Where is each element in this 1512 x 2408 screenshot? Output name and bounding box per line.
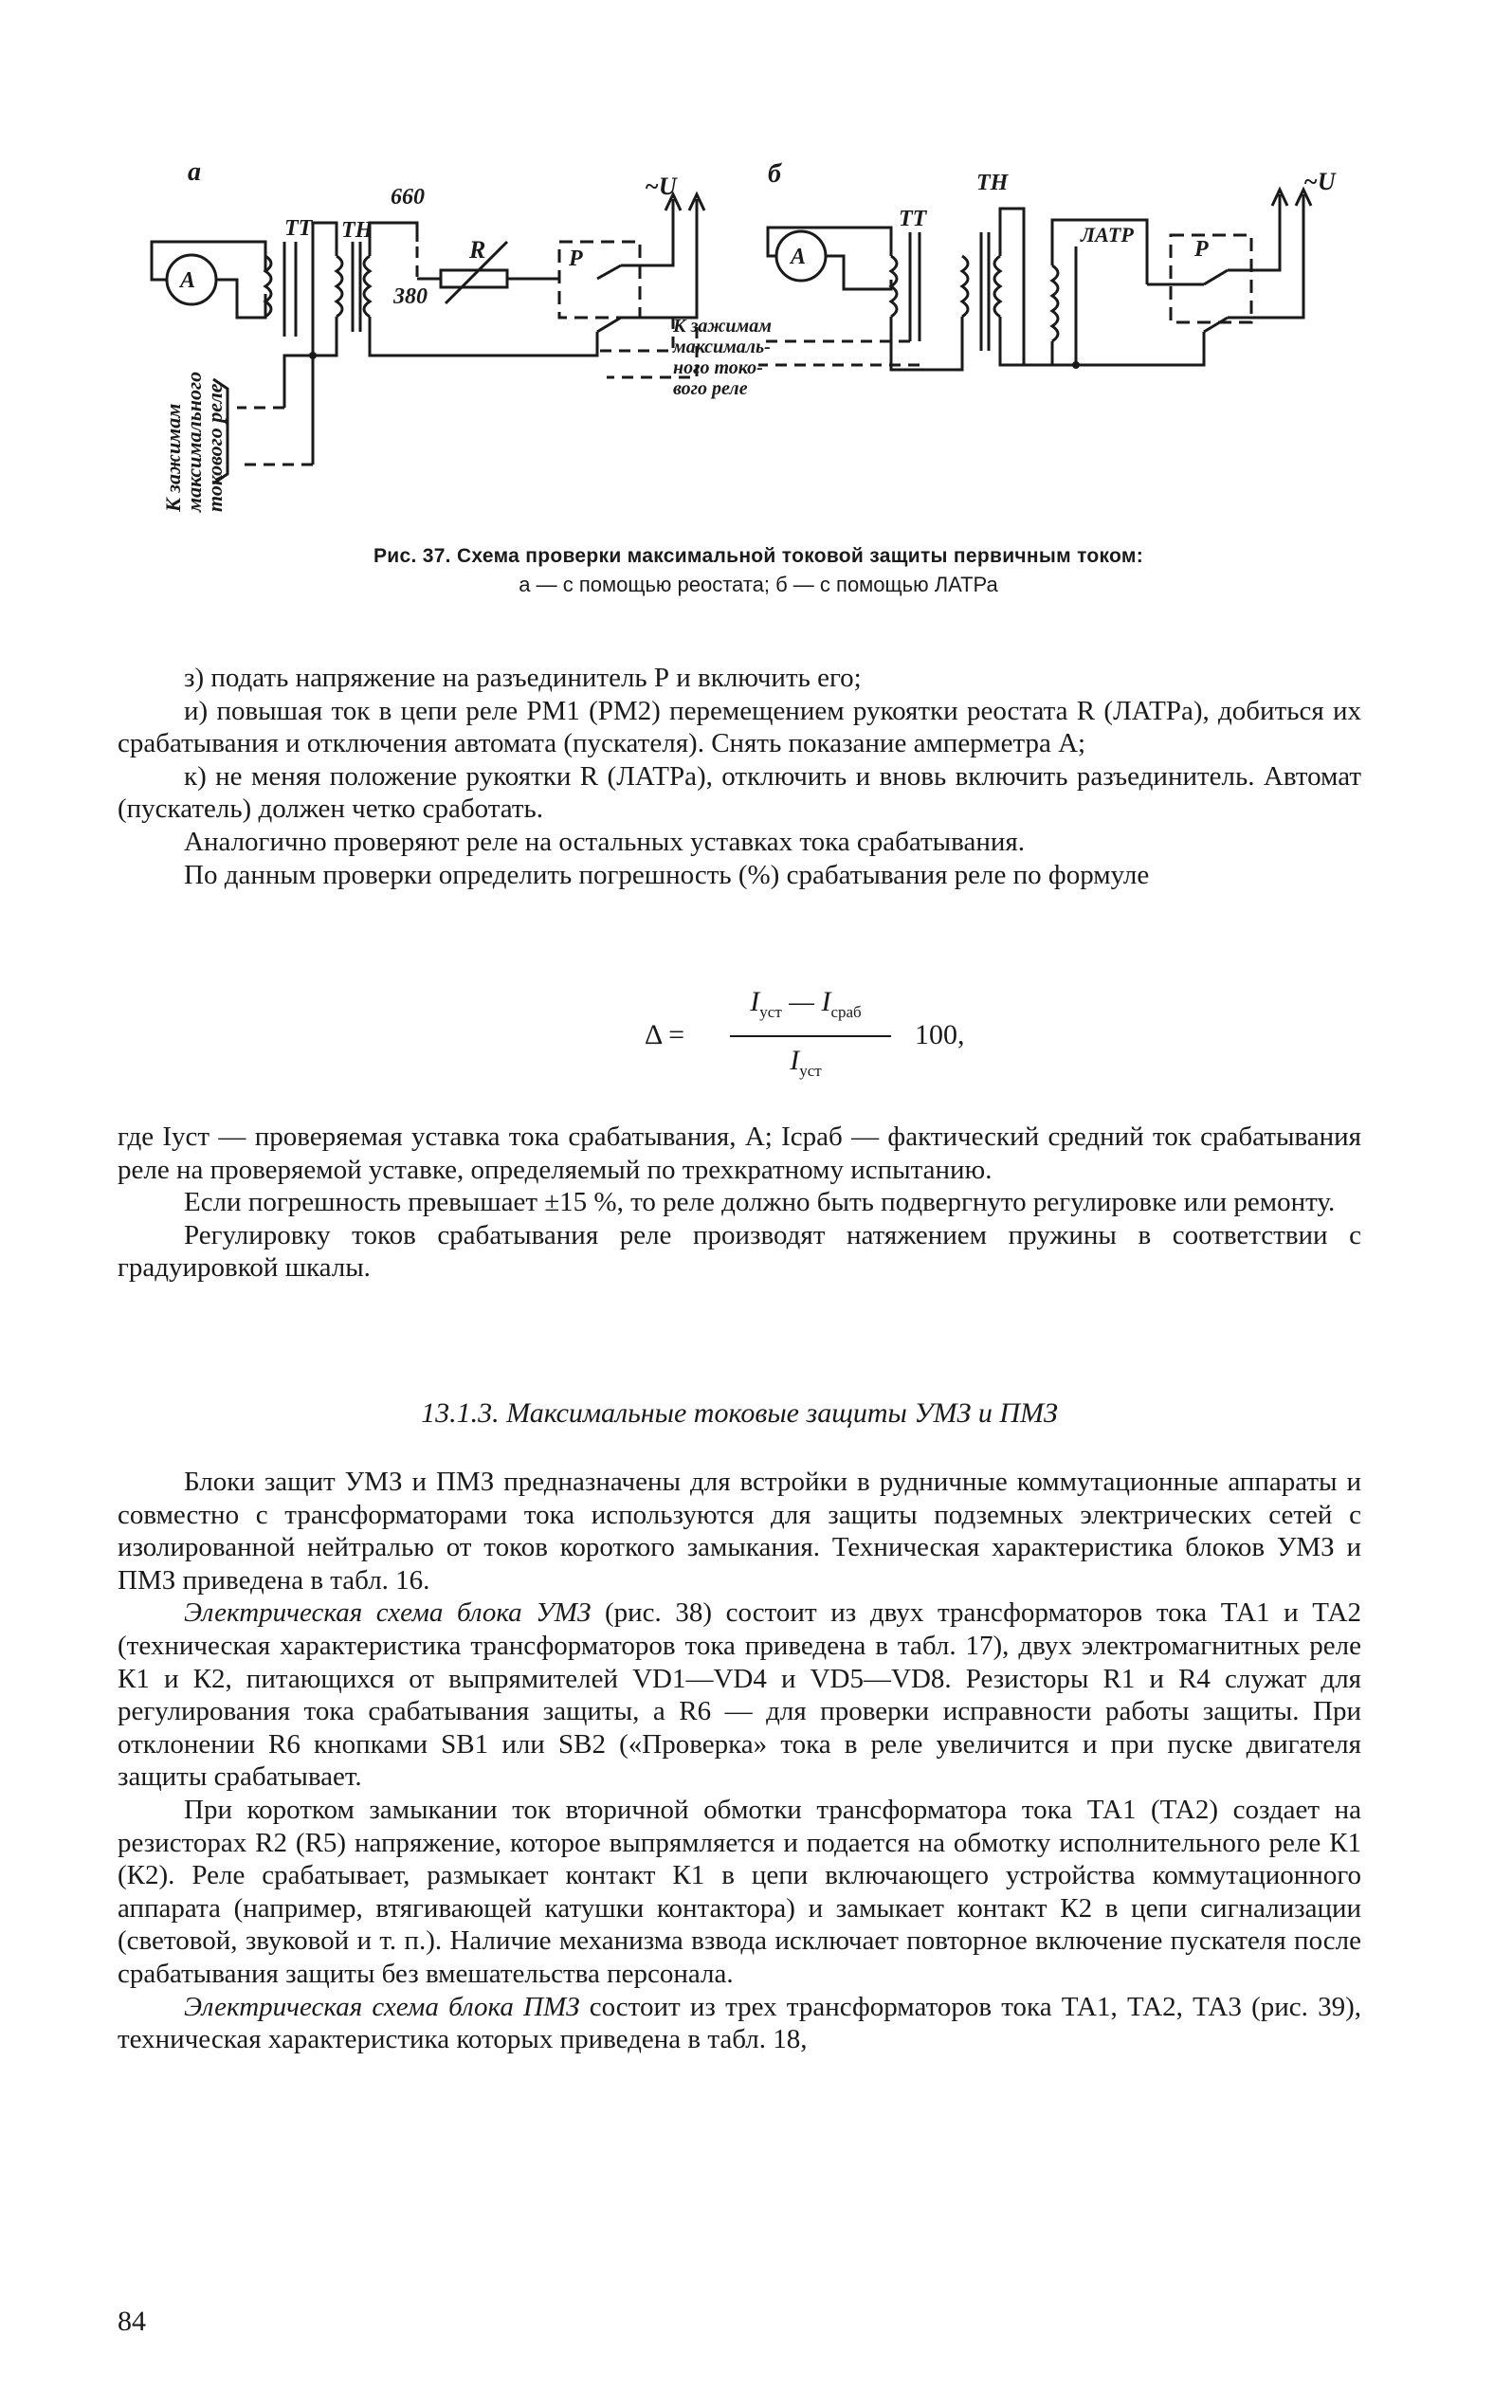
relay-note-a-line2: максимального xyxy=(182,371,206,512)
paragraph-adjust: Регулировку токов срабатывания реле производят натяжением пружины в соответствии с градуировкой шкалы. xyxy=(118,1219,1361,1284)
v380-label: 380 xyxy=(393,284,428,309)
tn-a-label: ТН xyxy=(341,218,373,243)
label-a: а xyxy=(188,157,201,187)
page-number: 84 xyxy=(118,2306,146,2337)
fraction-bar xyxy=(730,1035,891,1037)
relay-note-b-line4: вого реле xyxy=(673,378,748,399)
ammeter-b-label: A xyxy=(791,245,807,269)
circuit-figure xyxy=(142,152,1375,550)
text-block-2 xyxy=(118,1121,1361,1285)
supply-b-label: ~U xyxy=(1303,168,1336,195)
switch-b-label: Р xyxy=(1194,237,1209,262)
resistor-label: R xyxy=(469,236,486,264)
relay-note-b-line1: К зажимам xyxy=(673,316,772,337)
label-b: б xyxy=(768,159,781,189)
paragraph-umz: Электрическая схема блока УМЗ (рис. 38) состоит из двух трансформаторов тока ТА1 и ТА2 (техническая характеристика трансформаторов тока приведена в табл. 17), двух электромагнитных реле К1 и К2, питающихся от выпрямителей VD1—VD4 и VD5—VD8. Резисторы R1 и R4 служат для регулирования тока срабатывания защиты, а R6 — для проверки исправности работы защиты. При отклонении R6 кнопками SB1 или SB2 («Проверка» тока в реле увеличится и при пуске двигателя защиты срабатывает. xyxy=(118,1597,1361,1793)
circuit-diagram xyxy=(142,152,1375,550)
relay-note-b-line2: максималь- xyxy=(673,337,771,357)
paragraph-short-circuit: При коротком замыкании ток вторичной обмотки трансформатора тока ТА1 (ТА2) создает на резисторах R2 (R5) напряжение, которое выпрямляется и подается на обмотку исполнительного реле К1 (К2). Реле срабатывает, размыкает контакт К1 в цепи включающего устройства коммутационного аппарата (например, втягивающей катушки контактора) и замыкает контакт К2 в цепи сигнализации (световой, звуковой и т. п.). Наличие механизма взвода исключает повторное включение пускателя после срабатывания защиты без вмешательства персонала. xyxy=(118,1794,1361,1989)
tt-b-label: ТТ xyxy=(899,207,927,231)
formula-multiplier: 100, xyxy=(915,1019,965,1050)
figure-caption xyxy=(142,542,1375,599)
caption-title: Рис. 37. Схема проверки максимальной токовой защиты первичным током: xyxy=(373,545,1144,567)
tt-a-label: ТТ xyxy=(284,216,313,241)
formula-numerator: $I_{уст}$ — $I_{сраб}$ xyxy=(750,986,862,1021)
switch-a-label: Р xyxy=(569,246,583,271)
relay-note-b-line3: ного токо- xyxy=(673,357,763,378)
formula-denominator: $I_{уст}$ xyxy=(790,1045,822,1080)
error-formula xyxy=(645,986,965,1090)
tn-b-label: ТН xyxy=(976,171,1009,195)
paragraph-z: з) подать напряжение на разъединитель Р и включить его; xyxy=(184,663,862,693)
relay-note-a-line1: К зажимам xyxy=(161,403,185,512)
paragraph-pmz: Электрическая схема блока ПМЗ состоит из трех трансформаторов тока ТА1, ТА2, ТА3 (рис. 39), техническая характеристика которых приведена в табл. 18, xyxy=(118,1991,1361,2055)
paragraph-i: и) повышая ток в цепи реле РМ1 (РМ2) перемещением рукоятки реостата R (ЛАТРа), добиться их срабатывания и отключения автомата (пускателя). Снять показание амперметра А; xyxy=(118,695,1361,759)
v660-label: 660 xyxy=(391,185,425,210)
paragraph-where: где Iуст — проверяемая уставка тока срабатывания, А; Iсраб — фактический средний ток срабатывания реле на проверяемой уставке, определяемый по трехкратному испытанию. xyxy=(118,1122,1361,1185)
latr-label: ЛАТР xyxy=(1081,223,1134,246)
text-block-3 xyxy=(118,1466,1361,2056)
caption-subtitle: а — с помощью реостата; б — с помощью ЛАТРа xyxy=(519,573,998,596)
paragraph-k: к) не меняя положение рукоятки R (ЛАТРа), отключить и вновь включить разъединитель. Автомат (пускатель) должен четко сработать. xyxy=(118,760,1361,825)
relay-note-a-line3: токового реле xyxy=(203,383,227,512)
supply-a-label: ~U xyxy=(645,173,677,200)
paragraph-similar: Аналогично проверяют реле на остальных уставках тока срабатывания. xyxy=(184,826,1025,857)
paragraph-formula-intro: По данным проверки определить погрешность (%) срабатывания реле по формуле xyxy=(184,859,1150,890)
paragraph-blocks: Блоки защит УМЗ и ПМЗ предназначены для встройки в рудничные коммутационные аппараты и совместно с трансформаторами тока используются для защиты подземных электрических сетей с изолированной нейтралью от токов короткого замыкания. Техническая характеристика блоков УМЗ и ПМЗ приведена в табл. 16. xyxy=(118,1467,1361,1596)
paragraph-error-limit: Если погрешность превышает ±15 %, то реле должно быть подвергнуто регулировке или ремонту. xyxy=(184,1187,1336,1218)
section-heading: 13.1.3. Максимальные токовые защиты УМЗ и ПМЗ xyxy=(421,1397,1058,1429)
ammeter-a-label: A xyxy=(180,268,196,293)
formula-delta: Δ = xyxy=(645,1019,685,1050)
text-block-1 xyxy=(118,662,1361,891)
